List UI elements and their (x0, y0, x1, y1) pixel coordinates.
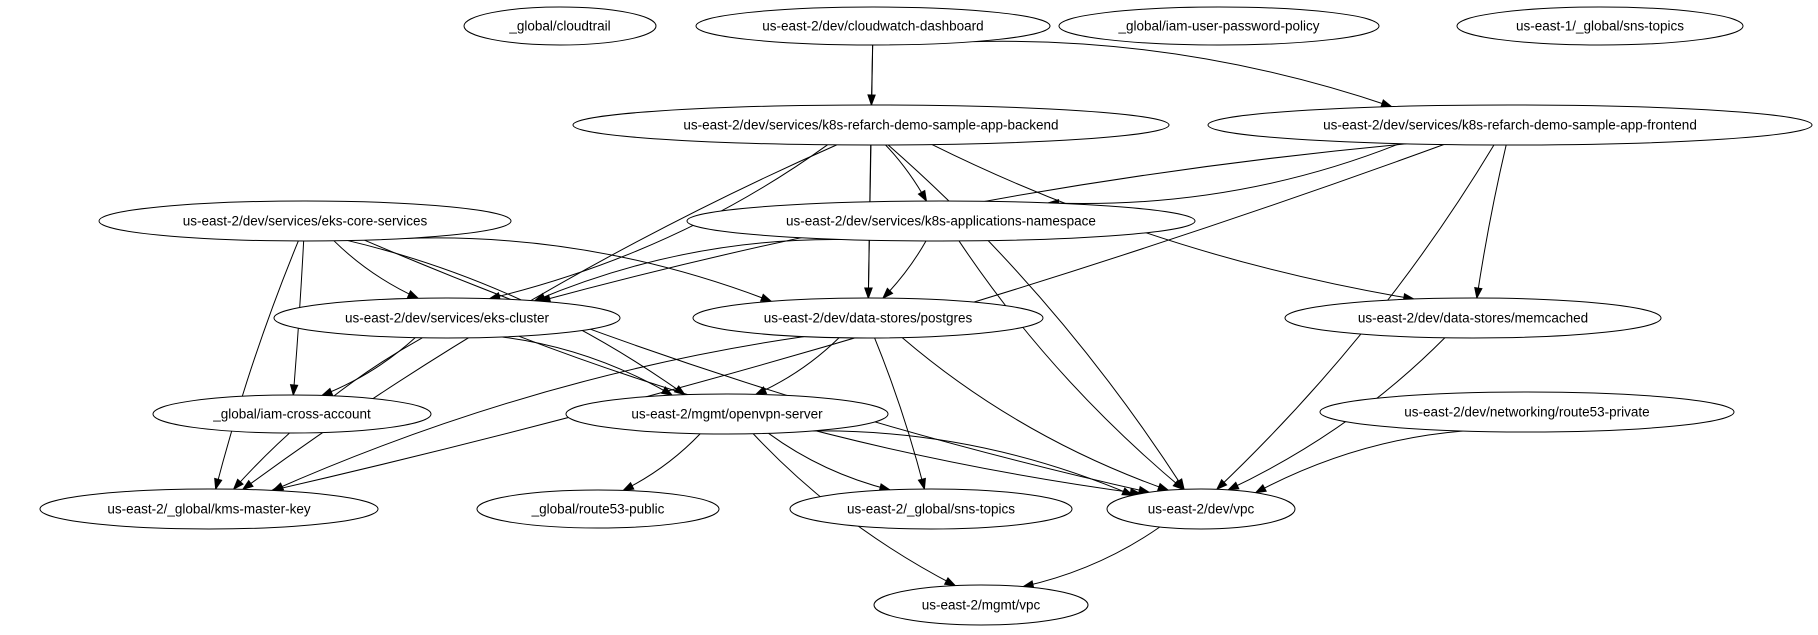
graph-edge (535, 239, 847, 300)
graph-edge (1477, 145, 1506, 298)
graph-node-postgres[interactable] (693, 298, 1043, 338)
node-label: us-east-2/mgmt/openvpn-server (631, 406, 823, 422)
node-label: us-east-2/dev/services/eks-core-services (182, 213, 428, 229)
graph-edge-arrowhead (408, 291, 419, 298)
graph-edge (1023, 527, 1160, 587)
graph-edge (769, 433, 890, 490)
graph-edge (883, 241, 926, 298)
graph-edge (322, 338, 415, 396)
graph-node-cloudwatch-dashboard[interactable] (696, 7, 1050, 45)
node-label: _global/iam-cross-account (213, 406, 371, 422)
node-label: us-east-2/dev/services/eks-cluster (344, 310, 550, 326)
graph-node-eks-core-services[interactable] (99, 201, 511, 241)
node-label: us-east-2/dev/services/k8s-refarch-demo-sample-app-frontend (1323, 117, 1697, 133)
graph-node-k8s-applications-namespace[interactable] (687, 201, 1195, 241)
graph-edge-arrowhead (1381, 100, 1392, 107)
graph-node-mgmt-vpc[interactable] (874, 585, 1088, 625)
node-label: us-east-2/dev/data-stores/postgres (763, 310, 973, 326)
graph-edge-arrowhead (761, 294, 772, 301)
graph-node-global-route53-public[interactable] (477, 490, 719, 528)
node-label: us-east-2/dev/networking/route53-private (1404, 404, 1650, 420)
graph-edge-arrowhead (1475, 288, 1482, 298)
graph-edge (959, 241, 1183, 489)
graph-edge-arrowhead (1228, 482, 1239, 490)
node-label: us-east-2/dev/services/k8s-applications-namespace (786, 213, 1096, 229)
graph-edge (334, 241, 418, 298)
graph-node-global-iam-user-password-policy[interactable] (1059, 7, 1379, 45)
graph-edge-arrowhead (623, 483, 634, 491)
node-label: us-east-1/_global/sns-topics (1515, 18, 1685, 34)
nodes-layer (40, 7, 1812, 625)
graph-edge-arrowhead (865, 288, 872, 298)
graph-edge (623, 434, 700, 491)
graph-edge (1256, 431, 1463, 493)
graph-node-route53-private[interactable] (1320, 392, 1734, 432)
graph-edge-arrowhead (918, 478, 925, 489)
graph-edge (216, 241, 299, 489)
graph-edge-arrowhead (243, 481, 253, 490)
node-label: us-east-2/_global/kms-master-key (107, 501, 311, 517)
node-label: us-east-2/mgmt/vpc (921, 597, 1041, 613)
node-label: us-east-2/dev/data-stores/memcached (1357, 310, 1589, 326)
node-label: us-east-2/dev/vpc (1147, 501, 1255, 517)
graph-edge-arrowhead (945, 578, 956, 586)
graph-node-global-cloudtrail[interactable] (464, 7, 656, 45)
node-label: us-east-2/_global/sns-topics (846, 501, 1016, 517)
graph-node-iam-cross-account[interactable] (153, 395, 431, 433)
graph-edge-arrowhead (1158, 484, 1169, 491)
graph-node-kms-master-key[interactable] (40, 489, 378, 529)
graph-edge-arrowhead (215, 478, 222, 489)
graph-node-memcached[interactable] (1285, 298, 1661, 338)
graph-edge (902, 338, 1168, 491)
graph-node-openvpn-server[interactable] (566, 394, 888, 434)
graph-edge (1048, 144, 1399, 204)
node-label: _global/route53-public (531, 501, 665, 517)
graph-node-dev-vpc[interactable] (1107, 489, 1295, 529)
graph-node-app-frontend[interactable] (1208, 105, 1812, 145)
graph-node-app-backend[interactable] (573, 105, 1169, 145)
graph-edge (974, 41, 1392, 106)
graph-edge-arrowhead (273, 483, 284, 490)
graph-edge-arrowhead (1256, 485, 1267, 493)
node-label: _global/cloudtrail (509, 18, 611, 34)
node-label: us-east-2/dev/cloudwatch-dashboard (762, 18, 984, 34)
graph-node-eks-cluster[interactable] (274, 298, 620, 338)
graph-node-us-east-1-global-sns-topics[interactable] (1457, 7, 1743, 45)
node-label: _global/iam-user-password-policy (1118, 18, 1320, 34)
node-label: us-east-2/dev/services/k8s-refarch-demo-sample-app-backend (683, 117, 1059, 133)
graph-node-sns-topics[interactable] (790, 489, 1072, 529)
graph-edge-arrowhead (322, 388, 333, 395)
graph-edge-arrowhead (918, 191, 926, 201)
graph-edge-arrowhead (291, 385, 298, 395)
